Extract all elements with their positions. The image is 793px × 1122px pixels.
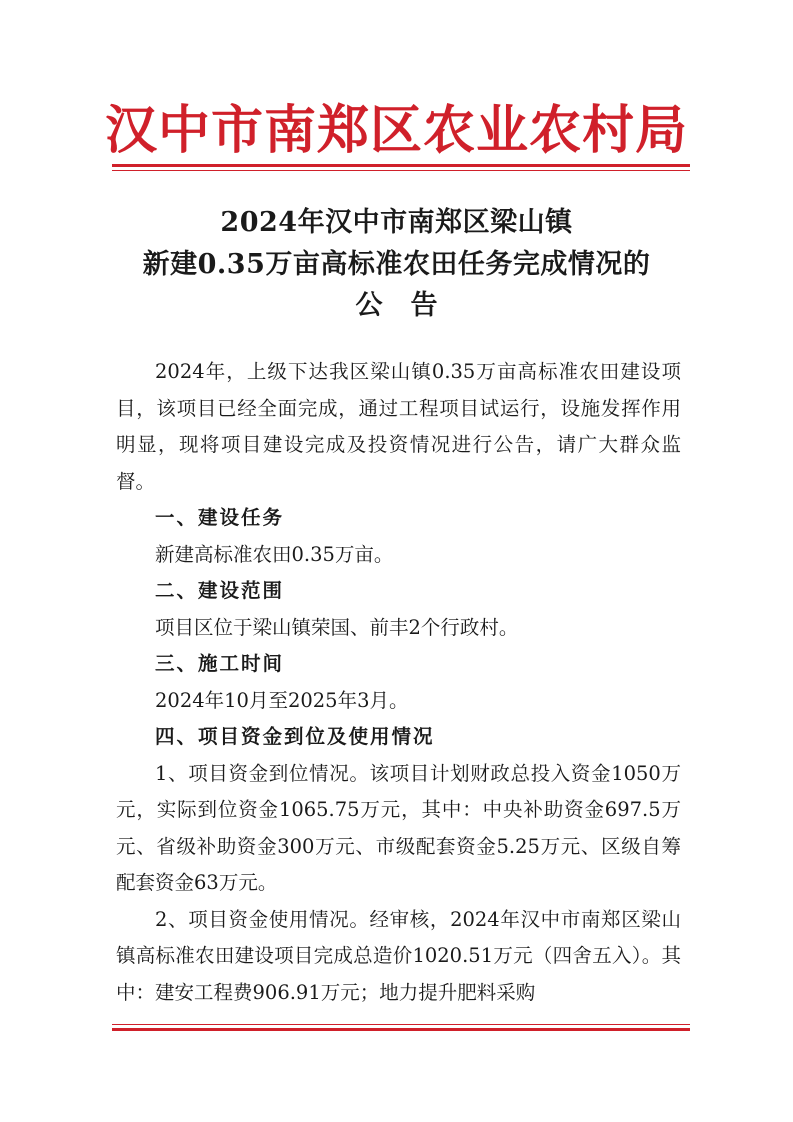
header-divider-thin	[112, 170, 690, 171]
footer-divider-thick	[112, 1028, 690, 1031]
funding-paragraph-2: 2、项目资金使用情况。经审核，2024年汉中市南郑区梁山镇高标准农田建设项目完成总造价1020.51万元（四舍五入）。其中：建安工程费906.91万元；地力提升肥料采购	[116, 907, 681, 1004]
section-text-construction-task: 新建高标准农田0.35万亩。	[155, 542, 394, 566]
section-text-construction-time: 2024年10月至2025年3月。	[155, 688, 409, 712]
document-title-line-2: 新建0.35万亩高标准农田任务完成情况的	[142, 249, 651, 280]
document-title-line-1: 2024年汉中市南郑区梁山镇	[220, 207, 573, 238]
intro-paragraph: 2024年，上级下达我区梁山镇0.35万亩高标准农田建设项目，该项目已经全面完成，通过工程项目试运行，设施发挥作用明显，现将项目建设完成及投资情况进行公告，请广大群众监督。	[116, 360, 681, 493]
document-title-line-3: 公告	[355, 290, 466, 321]
header-divider-thick	[112, 164, 690, 167]
issuing-authority-header: 汉中市南郑区农业农村局	[104, 100, 688, 161]
section-heading-construction-task: 一、建设任务	[155, 506, 285, 529]
section-heading-funding: 四、项目资金到位及使用情况	[155, 725, 435, 748]
funding-paragraph-1: 1、项目资金到位情况。该项目计划财政总投入资金1050万元，实际到位资金1065.75万元，其中：中央补助资金697.5万元、省级补助资金300万元、市级配套资金5.25万元、区级自筹配套资金63万元。	[116, 761, 681, 894]
section-heading-construction-scope: 二、建设范围	[155, 579, 285, 602]
section-text-construction-scope: 项目区位于梁山镇荣国、前丰2个行政村。	[155, 615, 519, 639]
footer-divider-thin	[112, 1024, 690, 1025]
section-heading-construction-time: 三、施工时间	[155, 652, 285, 675]
document-body	[116, 354, 681, 1011]
